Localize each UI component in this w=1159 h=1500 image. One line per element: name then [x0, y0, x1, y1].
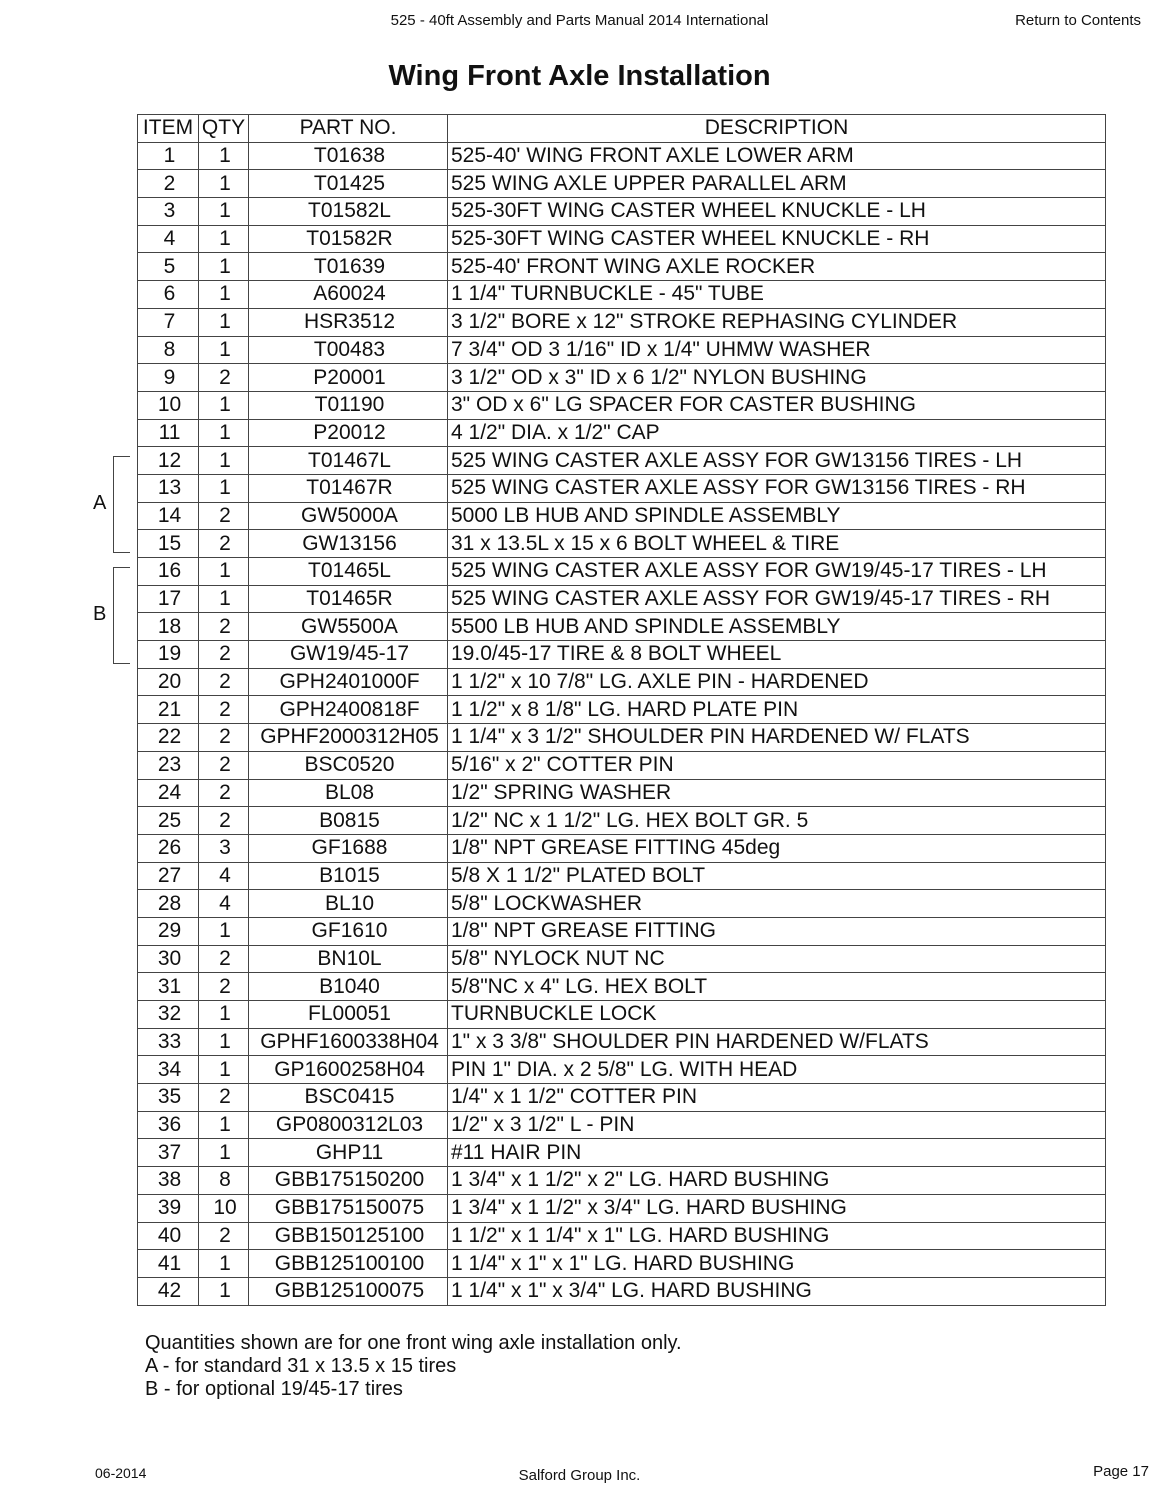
description-cell: 19.0/45-17 TIRE & 8 BOLT WHEEL [448, 641, 1106, 669]
table-row [138, 308, 1106, 336]
qty-cell: 1 [199, 170, 249, 198]
description-cell: 1 1/2" x 1 1/4" x 1" LG. HARD BUSHING [448, 1222, 1106, 1250]
description-cell: 1" x 3 3/8" SHOULDER PIN HARDENED W/FLATS [448, 1028, 1106, 1056]
description-cell: 525-40' WING FRONT AXLE LOWER ARM [448, 142, 1106, 170]
qty-cell: 1 [199, 142, 249, 170]
qty-cell: 1 [199, 474, 249, 502]
table-row [138, 613, 1106, 641]
qty-cell: 1 [199, 281, 249, 309]
qty-cell: 2 [199, 945, 249, 973]
part-no-cell: GBB150125100 [249, 1222, 448, 1250]
part-no-cell: P20001 [249, 364, 448, 392]
item-cell: 2 [138, 170, 199, 198]
description-cell: 525 WING AXLE UPPER PARALLEL ARM [448, 170, 1106, 198]
table-row [138, 696, 1106, 724]
description-cell: 1 1/4" x 3 1/2" SHOULDER PIN HARDENED W/ FLATS [448, 724, 1106, 752]
part-no-cell: GPH2400818F [249, 696, 448, 724]
description-cell: 5/8"NC x 4" LG. HEX BOLT [448, 973, 1106, 1001]
part-no-cell: B1040 [249, 973, 448, 1001]
part-no-cell: T01582R [249, 225, 448, 253]
item-cell: 30 [138, 945, 199, 973]
part-no-cell: BSC0415 [249, 1084, 448, 1112]
part-no-cell: BN10L [249, 945, 448, 973]
table-row [138, 585, 1106, 613]
item-cell: 39 [138, 1194, 199, 1222]
item-cell: 9 [138, 364, 199, 392]
qty-cell: 1 [199, 1028, 249, 1056]
item-cell: 24 [138, 779, 199, 807]
part-no-cell: GW5000A [249, 502, 448, 530]
note-line: A - for standard 31 x 13.5 x 15 tires [145, 1355, 457, 1377]
part-no-cell: B0815 [249, 807, 448, 835]
part-no-cell: GW19/45-17 [249, 641, 448, 669]
item-cell: 23 [138, 751, 199, 779]
description-cell: #11 HAIR PIN [448, 1139, 1106, 1167]
description-cell: 31 x 13.5L x 15 x 6 BOLT WHEEL & TIRE [448, 530, 1106, 558]
table-row [138, 973, 1106, 1001]
item-cell: 28 [138, 890, 199, 918]
description-cell: 1 1/2" x 10 7/8" LG. AXLE PIN - HARDENED [448, 668, 1106, 696]
description-cell: 5500 LB HUB AND SPINDLE ASSEMBLY [448, 613, 1106, 641]
table-row [138, 1001, 1106, 1029]
item-cell: 11 [138, 419, 199, 447]
group-label: B [93, 602, 107, 625]
table-row [138, 198, 1106, 226]
part-no-cell: T01425 [249, 170, 448, 198]
description-cell: 5/8" NYLOCK NUT NC [448, 945, 1106, 973]
qty-cell: 2 [199, 751, 249, 779]
description-cell: 525 WING CASTER AXLE ASSY FOR GW19/45-17 TIRES - RH [448, 585, 1106, 613]
item-cell: 22 [138, 724, 199, 752]
qty-cell: 2 [199, 807, 249, 835]
table-row [138, 779, 1106, 807]
table-row [138, 917, 1106, 945]
description-cell: 1 1/4" x 1" x 3/4" LG. HARD BUSHING [448, 1277, 1106, 1305]
part-no-cell: GPH2401000F [249, 668, 448, 696]
qty-cell: 1 [199, 558, 249, 586]
footer-company: Salford Group Inc. [518, 1467, 641, 1484]
table-header-row [138, 115, 1106, 143]
description-cell: 525 WING CASTER AXLE ASSY FOR GW13156 TIRES - LH [448, 447, 1106, 475]
description-cell: TURNBUCKLE LOCK [448, 1001, 1106, 1029]
description-cell: 3 1/2" BORE x 12" STROKE REPHASING CYLINDER [448, 308, 1106, 336]
qty-cell: 1 [199, 225, 249, 253]
description-cell: 3" OD x 6" LG SPACER FOR CASTER BUSHING [448, 391, 1106, 419]
part-no-cell: T01190 [249, 391, 448, 419]
table-row [138, 419, 1106, 447]
qty-cell: 2 [199, 502, 249, 530]
qty-cell: 1 [199, 1111, 249, 1139]
description-cell: 525-40' FRONT WING AXLE ROCKER [448, 253, 1106, 281]
table-row [138, 1111, 1106, 1139]
item-cell: 3 [138, 198, 199, 226]
item-cell: 19 [138, 641, 199, 669]
group-bracket [113, 456, 130, 553]
description-cell: 1/2" SPRING WASHER [448, 779, 1106, 807]
qty-cell: 1 [199, 198, 249, 226]
part-no-cell: GHP11 [249, 1139, 448, 1167]
description-cell: 1 1/4" x 1" x 1" LG. HARD BUSHING [448, 1250, 1106, 1278]
qty-cell: 2 [199, 1084, 249, 1112]
qty-cell: 1 [199, 1250, 249, 1278]
description-cell: 1/8" NPT GREASE FITTING 45deg [448, 834, 1106, 862]
table-row [138, 1250, 1106, 1278]
table-row [138, 862, 1106, 890]
table-row [138, 447, 1106, 475]
table-row [138, 1277, 1106, 1305]
table-row [138, 1139, 1106, 1167]
description-cell: 1/8" NPT GREASE FITTING [448, 917, 1106, 945]
item-cell: 10 [138, 391, 199, 419]
item-cell: 35 [138, 1084, 199, 1112]
return-to-contents-link[interactable]: Return to Contents [1015, 12, 1141, 29]
table-row [138, 142, 1106, 170]
table-row [138, 225, 1106, 253]
part-no-cell: GW5500A [249, 613, 448, 641]
qty-cell: 1 [199, 1001, 249, 1029]
part-no-cell: GW13156 [249, 530, 448, 558]
item-cell: 7 [138, 308, 199, 336]
part-no-cell: BL10 [249, 890, 448, 918]
item-cell: 42 [138, 1277, 199, 1305]
description-cell: 525-30FT WING CASTER WHEEL KNUCKLE - LH [448, 198, 1106, 226]
qty-cell: 2 [199, 973, 249, 1001]
column-header-part-no: PART NO. [249, 115, 448, 143]
part-no-cell: GBB125100100 [249, 1250, 448, 1278]
qty-cell: 1 [199, 917, 249, 945]
footer-date: 06-2014 [95, 1465, 147, 1481]
qty-cell: 2 [199, 641, 249, 669]
table-row [138, 253, 1106, 281]
description-cell: 525 WING CASTER AXLE ASSY FOR GW13156 TIRES - RH [448, 474, 1106, 502]
part-no-cell: GBB175150075 [249, 1194, 448, 1222]
qty-cell: 1 [199, 447, 249, 475]
table-row [138, 724, 1106, 752]
group-bracket [113, 567, 130, 664]
parts-table-body [138, 142, 1106, 1305]
qty-cell: 2 [199, 668, 249, 696]
description-cell: 1 3/4" x 1 1/2" x 3/4" LG. HARD BUSHING [448, 1194, 1106, 1222]
item-cell: 26 [138, 834, 199, 862]
description-cell: 1/4" x 1 1/2" COTTER PIN [448, 1084, 1106, 1112]
qty-cell: 1 [199, 419, 249, 447]
table-row [138, 558, 1106, 586]
note-line: Quantities shown are for one front wing axle installation only. [145, 1332, 682, 1354]
table-row [138, 281, 1106, 309]
description-cell: 5/16" x 2" COTTER PIN [448, 751, 1106, 779]
header-title: 525 - 40ft Assembly and Parts Manual 2014 International [390, 12, 769, 29]
item-cell: 21 [138, 696, 199, 724]
qty-cell: 8 [199, 1167, 249, 1195]
description-cell: 1/2" x 3 1/2" L - PIN [448, 1111, 1106, 1139]
qty-cell: 1 [199, 1056, 249, 1084]
part-no-cell: T00483 [249, 336, 448, 364]
qty-cell: 1 [199, 253, 249, 281]
qty-cell: 1 [199, 336, 249, 364]
description-cell: 3 1/2" OD x 3" ID x 6 1/2" NYLON BUSHING [448, 364, 1106, 392]
part-no-cell: BL08 [249, 779, 448, 807]
table-row [138, 1167, 1106, 1195]
table-row [138, 890, 1106, 918]
qty-cell: 1 [199, 308, 249, 336]
table-row [138, 391, 1106, 419]
item-cell: 31 [138, 973, 199, 1001]
description-cell: 1 3/4" x 1 1/2" x 2" LG. HARD BUSHING [448, 1167, 1106, 1195]
table-row [138, 502, 1106, 530]
part-no-cell: A60024 [249, 281, 448, 309]
description-cell: 525 WING CASTER AXLE ASSY FOR GW19/45-17 TIRES - LH [448, 558, 1106, 586]
part-no-cell: T01467L [249, 447, 448, 475]
item-cell: 15 [138, 530, 199, 558]
item-cell: 5 [138, 253, 199, 281]
qty-cell: 1 [199, 1277, 249, 1305]
qty-cell: 10 [199, 1194, 249, 1222]
part-no-cell: GF1688 [249, 834, 448, 862]
description-cell: 1 1/2" x 8 1/8" LG. HARD PLATE PIN [448, 696, 1106, 724]
table-row [138, 1222, 1106, 1250]
item-cell: 14 [138, 502, 199, 530]
part-no-cell: GF1610 [249, 917, 448, 945]
item-cell: 38 [138, 1167, 199, 1195]
qty-cell: 2 [199, 779, 249, 807]
qty-cell: 4 [199, 890, 249, 918]
part-no-cell: BSC0520 [249, 751, 448, 779]
table-row [138, 336, 1106, 364]
description-cell: 1/2" NC x 1 1/2" LG. HEX BOLT GR. 5 [448, 807, 1106, 835]
description-cell: 5/8 X 1 1/2" PLATED BOLT [448, 862, 1106, 890]
page-title: Wing Front Axle Installation [388, 60, 771, 92]
item-cell: 20 [138, 668, 199, 696]
item-cell: 33 [138, 1028, 199, 1056]
part-no-cell: T01582L [249, 198, 448, 226]
description-cell: PIN 1" DIA. x 2 5/8" LG. WITH HEAD [448, 1056, 1106, 1084]
column-header-qty: QTY [199, 115, 249, 143]
part-no-cell: B1015 [249, 862, 448, 890]
table-row [138, 1084, 1106, 1112]
item-cell: 29 [138, 917, 199, 945]
table-row [138, 364, 1106, 392]
description-cell: 5/8" LOCKWASHER [448, 890, 1106, 918]
part-no-cell: T01639 [249, 253, 448, 281]
description-cell: 5000 LB HUB AND SPINDLE ASSEMBLY [448, 502, 1106, 530]
note-line: B - for optional 19/45-17 tires [145, 1378, 403, 1400]
qty-cell: 4 [199, 862, 249, 890]
table-row [138, 834, 1106, 862]
table-row [138, 668, 1106, 696]
qty-cell: 2 [199, 530, 249, 558]
part-no-cell: GP0800312L03 [249, 1111, 448, 1139]
qty-cell: 1 [199, 1139, 249, 1167]
item-cell: 6 [138, 281, 199, 309]
item-cell: 17 [138, 585, 199, 613]
table-row [138, 474, 1106, 502]
table-row [138, 641, 1106, 669]
table-row [138, 170, 1106, 198]
item-cell: 18 [138, 613, 199, 641]
table-row [138, 1028, 1106, 1056]
part-no-cell: GPHF2000312H05 [249, 724, 448, 752]
item-cell: 40 [138, 1222, 199, 1250]
description-cell: 1 1/4" TURNBUCKLE - 45" TUBE [448, 281, 1106, 309]
qty-cell: 2 [199, 364, 249, 392]
part-no-cell: T01465R [249, 585, 448, 613]
column-header-item: ITEM [138, 115, 199, 143]
part-no-cell: FL00051 [249, 1001, 448, 1029]
part-no-cell: GBB125100075 [249, 1277, 448, 1305]
part-no-cell: P20012 [249, 419, 448, 447]
part-no-cell: HSR3512 [249, 308, 448, 336]
item-cell: 8 [138, 336, 199, 364]
parts-table [137, 114, 1106, 1306]
item-cell: 12 [138, 447, 199, 475]
part-no-cell: GBB175150200 [249, 1167, 448, 1195]
table-row [138, 751, 1106, 779]
description-cell: 4 1/2" DIA. x 1/2" CAP [448, 419, 1106, 447]
qty-cell: 2 [199, 1222, 249, 1250]
qty-cell: 1 [199, 391, 249, 419]
description-cell: 7 3/4" OD 3 1/16" ID x 1/4" UHMW WASHER [448, 336, 1106, 364]
description-cell: 525-30FT WING CASTER WHEEL KNUCKLE - RH [448, 225, 1106, 253]
item-cell: 41 [138, 1250, 199, 1278]
column-header-description: DESCRIPTION [448, 115, 1106, 143]
table-row [138, 1056, 1106, 1084]
table-row [138, 1194, 1106, 1222]
qty-cell: 2 [199, 696, 249, 724]
footer-page-number: Page 17 [1093, 1463, 1149, 1480]
item-cell: 16 [138, 558, 199, 586]
qty-cell: 3 [199, 834, 249, 862]
item-cell: 4 [138, 225, 199, 253]
item-cell: 1 [138, 142, 199, 170]
table-row [138, 945, 1106, 973]
item-cell: 25 [138, 807, 199, 835]
notes [145, 1332, 682, 1401]
item-cell: 34 [138, 1056, 199, 1084]
item-cell: 32 [138, 1001, 199, 1029]
group-label: A [93, 491, 107, 514]
item-cell: 13 [138, 474, 199, 502]
part-no-cell: GP1600258H04 [249, 1056, 448, 1084]
table-row [138, 807, 1106, 835]
item-cell: 37 [138, 1139, 199, 1167]
part-no-cell: T01638 [249, 142, 448, 170]
part-no-cell: T01465L [249, 558, 448, 586]
qty-cell: 1 [199, 585, 249, 613]
part-no-cell: T01467R [249, 474, 448, 502]
table-row [138, 530, 1106, 558]
qty-cell: 2 [199, 724, 249, 752]
qty-cell: 2 [199, 613, 249, 641]
item-cell: 36 [138, 1111, 199, 1139]
part-no-cell: GPHF1600338H04 [249, 1028, 448, 1056]
item-cell: 27 [138, 862, 199, 890]
